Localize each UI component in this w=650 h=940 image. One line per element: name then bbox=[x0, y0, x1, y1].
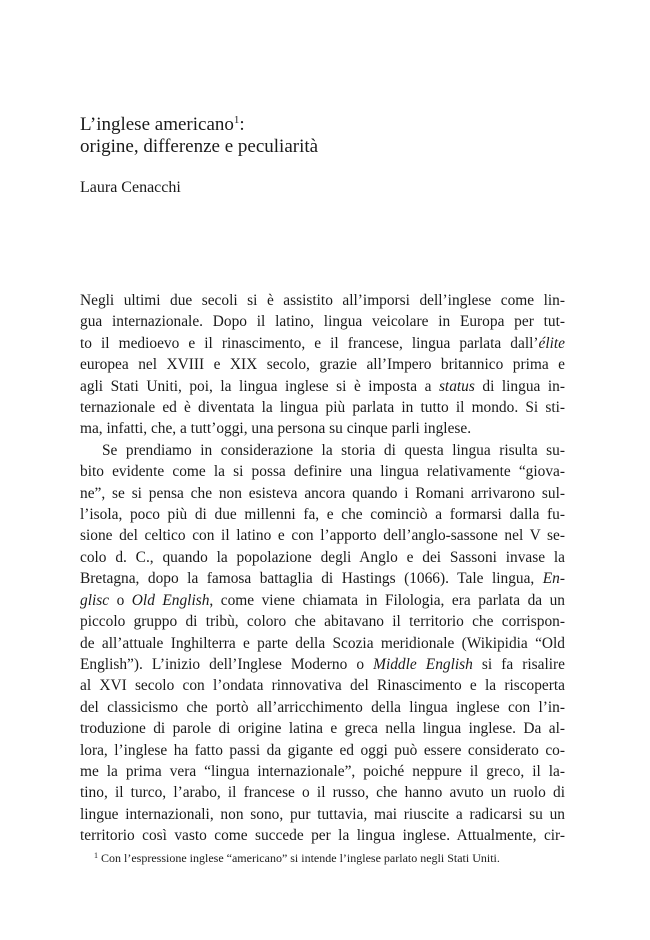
text-run: si fa risalire bbox=[472, 655, 565, 673]
text-run: bito evidente come la si possa definire una lingua relativamente “giova- bbox=[80, 463, 565, 481]
text-run: Negli ultimi due secoli si è assistito all’imporsi dell’inglese come lin- bbox=[80, 292, 565, 309]
text-line bbox=[80, 568, 565, 589]
text-line bbox=[80, 397, 565, 418]
text-line bbox=[80, 525, 565, 546]
text-line bbox=[80, 611, 565, 632]
text-run: l’isola, poco più di due millenni fa, e che cominciò a formarsi dalla fu- bbox=[80, 506, 565, 524]
article-title bbox=[80, 114, 318, 158]
text-line bbox=[80, 333, 565, 354]
text-run: europea nel XVIII e XIX secolo, grazie all’Impero britannico prima e bbox=[80, 356, 565, 374]
text-run: Se prendiamo in considerazione la storia di questa lingua risulta su- bbox=[102, 441, 565, 459]
italic-run: En- bbox=[542, 570, 565, 588]
text-run: colo d. C., quando la popolazione degli Anglo e dei Sassoni invase la bbox=[80, 548, 565, 566]
text-run: agli Stati Uniti, poi, la lingua inglese si è imposta a bbox=[80, 377, 439, 395]
italic-run: glisc bbox=[80, 591, 110, 609]
text-line bbox=[80, 461, 565, 482]
text-run: me la prima vera “lingua internazionale”, poiché neppure il greco, il la- bbox=[80, 762, 565, 780]
text-run: English”). L’inizio dell’Inglese Moderno o bbox=[80, 655, 374, 673]
text-run: sione del celtico con il latino e con l’apporto dell’anglo-sassone nel V se- bbox=[80, 527, 565, 545]
text-run: Bretagna, dopo la famosa battaglia di Hastings (1066). Tale lingua, bbox=[80, 570, 543, 588]
text-line bbox=[80, 376, 565, 397]
text-line bbox=[80, 590, 565, 611]
text-run: ma, infatti, che, a tutt’oggi, una persona su cinque parli inglese. bbox=[80, 420, 472, 438]
title-line-1: L’inglese americano bbox=[80, 114, 234, 135]
footnote-text: Con l’espressione inglese “americano” si intende l’inglese parlato negli Stati Uniti. bbox=[101, 851, 500, 865]
text-run: o bbox=[109, 591, 132, 609]
text-line bbox=[80, 697, 565, 718]
text-line bbox=[80, 740, 565, 761]
text-run: di lingua in- bbox=[474, 377, 565, 395]
text-line bbox=[80, 782, 565, 803]
paragraph-1 bbox=[80, 290, 565, 440]
body-text bbox=[80, 290, 565, 847]
footnote-reference[interactable]: 1 bbox=[233, 114, 240, 126]
italic-run: status bbox=[438, 377, 475, 395]
text-line bbox=[80, 418, 565, 439]
text-run: lingue internazionali, non sono, pur tuttavia, mai riuscite a radicarsi su un bbox=[80, 805, 565, 823]
text-line bbox=[80, 354, 565, 375]
title-line-2: origine, differenze e peculiarità bbox=[80, 136, 319, 157]
text-run: de all’attuale Inghilterra e parte della Scozia meridionale (Wikipidia “Old bbox=[80, 634, 565, 652]
text-line bbox=[80, 675, 565, 696]
footnote-number: 1 bbox=[94, 851, 98, 860]
text-run: tino, il turco, l’arabo, il francese o il russo, che hanno avuto un ruolo di bbox=[80, 784, 565, 802]
text-run: territorio così vasto come succede per la lingua inglese. Attualmente, cir- bbox=[80, 827, 565, 845]
text-run: gua internazionale. Dopo il latino, lingua veicolare in Europa per tut- bbox=[80, 313, 565, 331]
text-line bbox=[80, 761, 565, 782]
text-line bbox=[80, 633, 565, 654]
text-run: del classicismo che portò all’arricchimento della lingua inglese con l’in- bbox=[80, 698, 565, 716]
footnote bbox=[94, 851, 564, 866]
text-line bbox=[80, 718, 565, 739]
text-line bbox=[80, 311, 565, 332]
italic-run: Middle English bbox=[373, 655, 473, 673]
text-run: , come viene chiamata in Filologia, era parlata da un bbox=[209, 591, 565, 609]
text-line bbox=[80, 504, 565, 525]
text-line bbox=[80, 483, 565, 504]
text-line bbox=[80, 825, 565, 846]
text-line bbox=[80, 547, 565, 568]
italic-run: Old English bbox=[131, 591, 210, 609]
title-colon: : bbox=[239, 114, 245, 135]
text-run: to il medioevo e il rinascimento, e il francese, lingua parlata dall’ bbox=[80, 334, 539, 352]
text-line bbox=[80, 290, 565, 311]
text-line bbox=[80, 804, 565, 825]
text-run: al XVI secolo con l’ondata rinnovativa del Rinascimento e la riscoperta bbox=[80, 677, 565, 695]
text-run: lora, l’inglese ha fatto passi da gigante ed oggi può essere considerato co- bbox=[80, 741, 565, 759]
author-name: Laura Cenacchi bbox=[80, 179, 181, 196]
text-run: ternazionale ed è diventata la lingua più parlata in tutto il mondo. Si sti- bbox=[80, 399, 565, 417]
text-run: ne”, se si pensa che non esisteva ancora quando i Romani arrivarono sul- bbox=[80, 484, 565, 502]
text-line bbox=[80, 440, 565, 461]
paragraph-2 bbox=[80, 440, 565, 847]
italic-run: élite bbox=[538, 334, 565, 352]
text-line bbox=[80, 654, 565, 675]
text-run: troduzione di parole di origine latina e greca nella lingua inglese. Da al- bbox=[80, 720, 565, 738]
text-run: piccolo gruppo di tribù, coloro che abitavano il territorio che corrispon- bbox=[80, 613, 565, 631]
